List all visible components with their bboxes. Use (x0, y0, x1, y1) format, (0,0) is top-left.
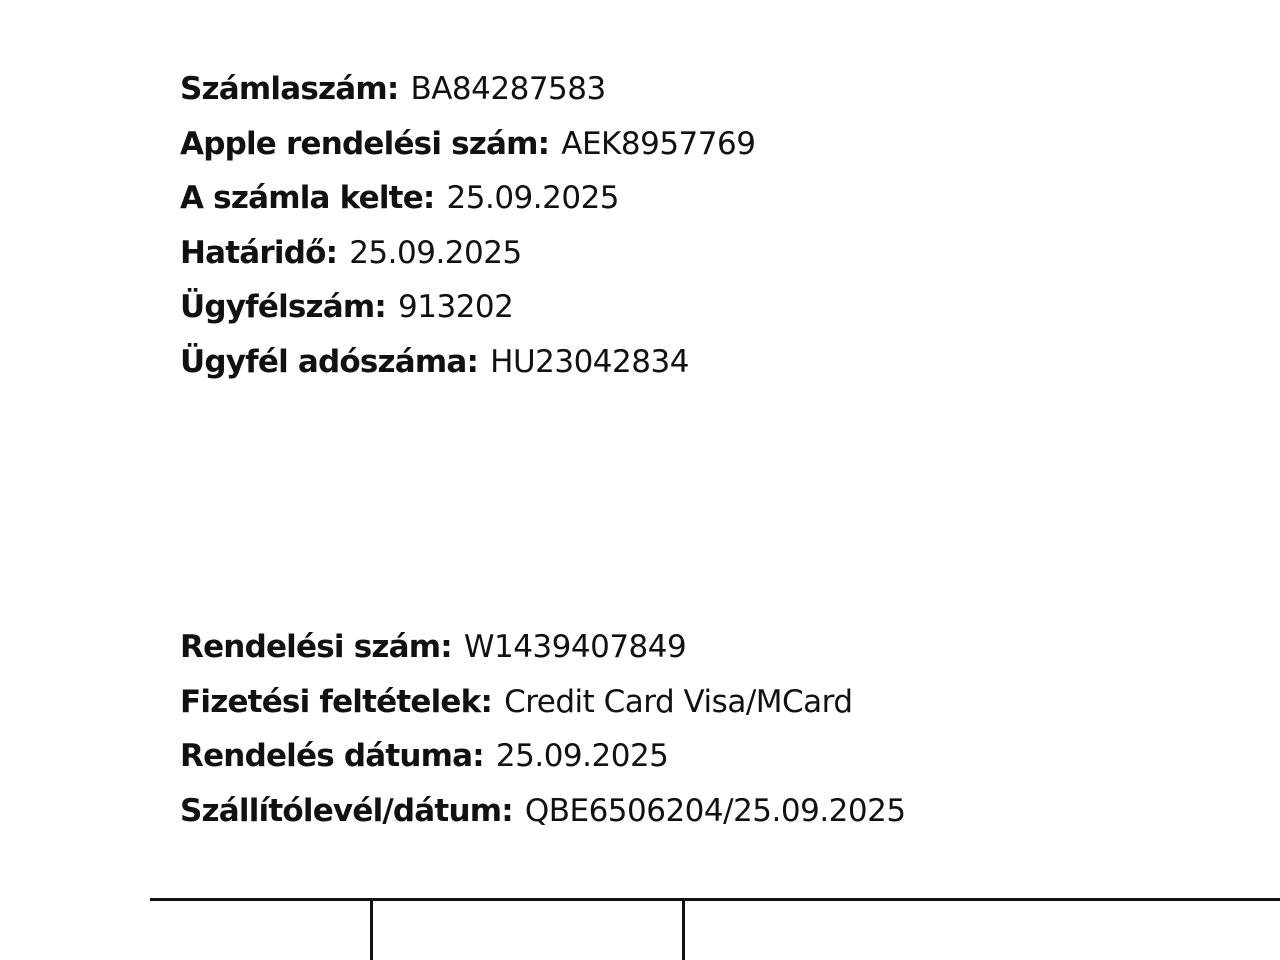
customer-tax-number-label: Ügyfél adószáma: (180, 343, 479, 380)
delivery-note-label: Szállítólevél/dátum: (180, 792, 513, 829)
apple-order-number-value: AEK8957769 (561, 125, 756, 162)
due-date-value: 25.09.2025 (349, 234, 522, 271)
delivery-note-row (180, 784, 906, 839)
due-date-row (180, 226, 755, 281)
order-date-row (180, 729, 906, 784)
order-number-label: Rendelési szám: (180, 629, 452, 665)
customer-number-value: 913202 (398, 289, 514, 325)
invoice-details (180, 62, 755, 389)
order-number-row (180, 620, 906, 675)
table-column-divider (370, 898, 373, 960)
line-items-table-header (150, 898, 1280, 960)
order-date-value: 25.09.2025 (495, 738, 669, 774)
due-date-label: Határidő: (180, 234, 338, 271)
apple-order-number-row (180, 117, 755, 172)
payment-terms-label: Fizetési feltételek: (180, 683, 493, 720)
invoice-date-value: 25.09.2025 (446, 180, 620, 216)
invoice-number-value: BA84287583 (410, 71, 606, 107)
table-column-divider (682, 898, 685, 960)
invoice-number-row (180, 62, 755, 117)
customer-tax-number-value: HU23042834 (490, 343, 689, 380)
customer-number-row (180, 280, 755, 335)
invoice-date-row (180, 171, 755, 226)
invoice-number-label: Számlaszám: (180, 71, 399, 107)
customer-tax-number-row (180, 335, 755, 390)
table-top-border (150, 898, 1280, 901)
order-date-label: Rendelés dátuma: (180, 738, 484, 774)
payment-terms-row (180, 675, 906, 730)
order-details (180, 620, 906, 838)
payment-terms-value: Credit Card Visa/MCard (504, 683, 853, 720)
delivery-note-value: QBE6506204/25.09.2025 (524, 792, 906, 829)
apple-order-number-label: Apple rendelési szám: (180, 125, 550, 162)
invoice-date-label: A számla kelte: (180, 180, 435, 216)
customer-number-label: Ügyfélszám: (180, 289, 387, 325)
order-number-value: W1439407849 (463, 629, 687, 665)
